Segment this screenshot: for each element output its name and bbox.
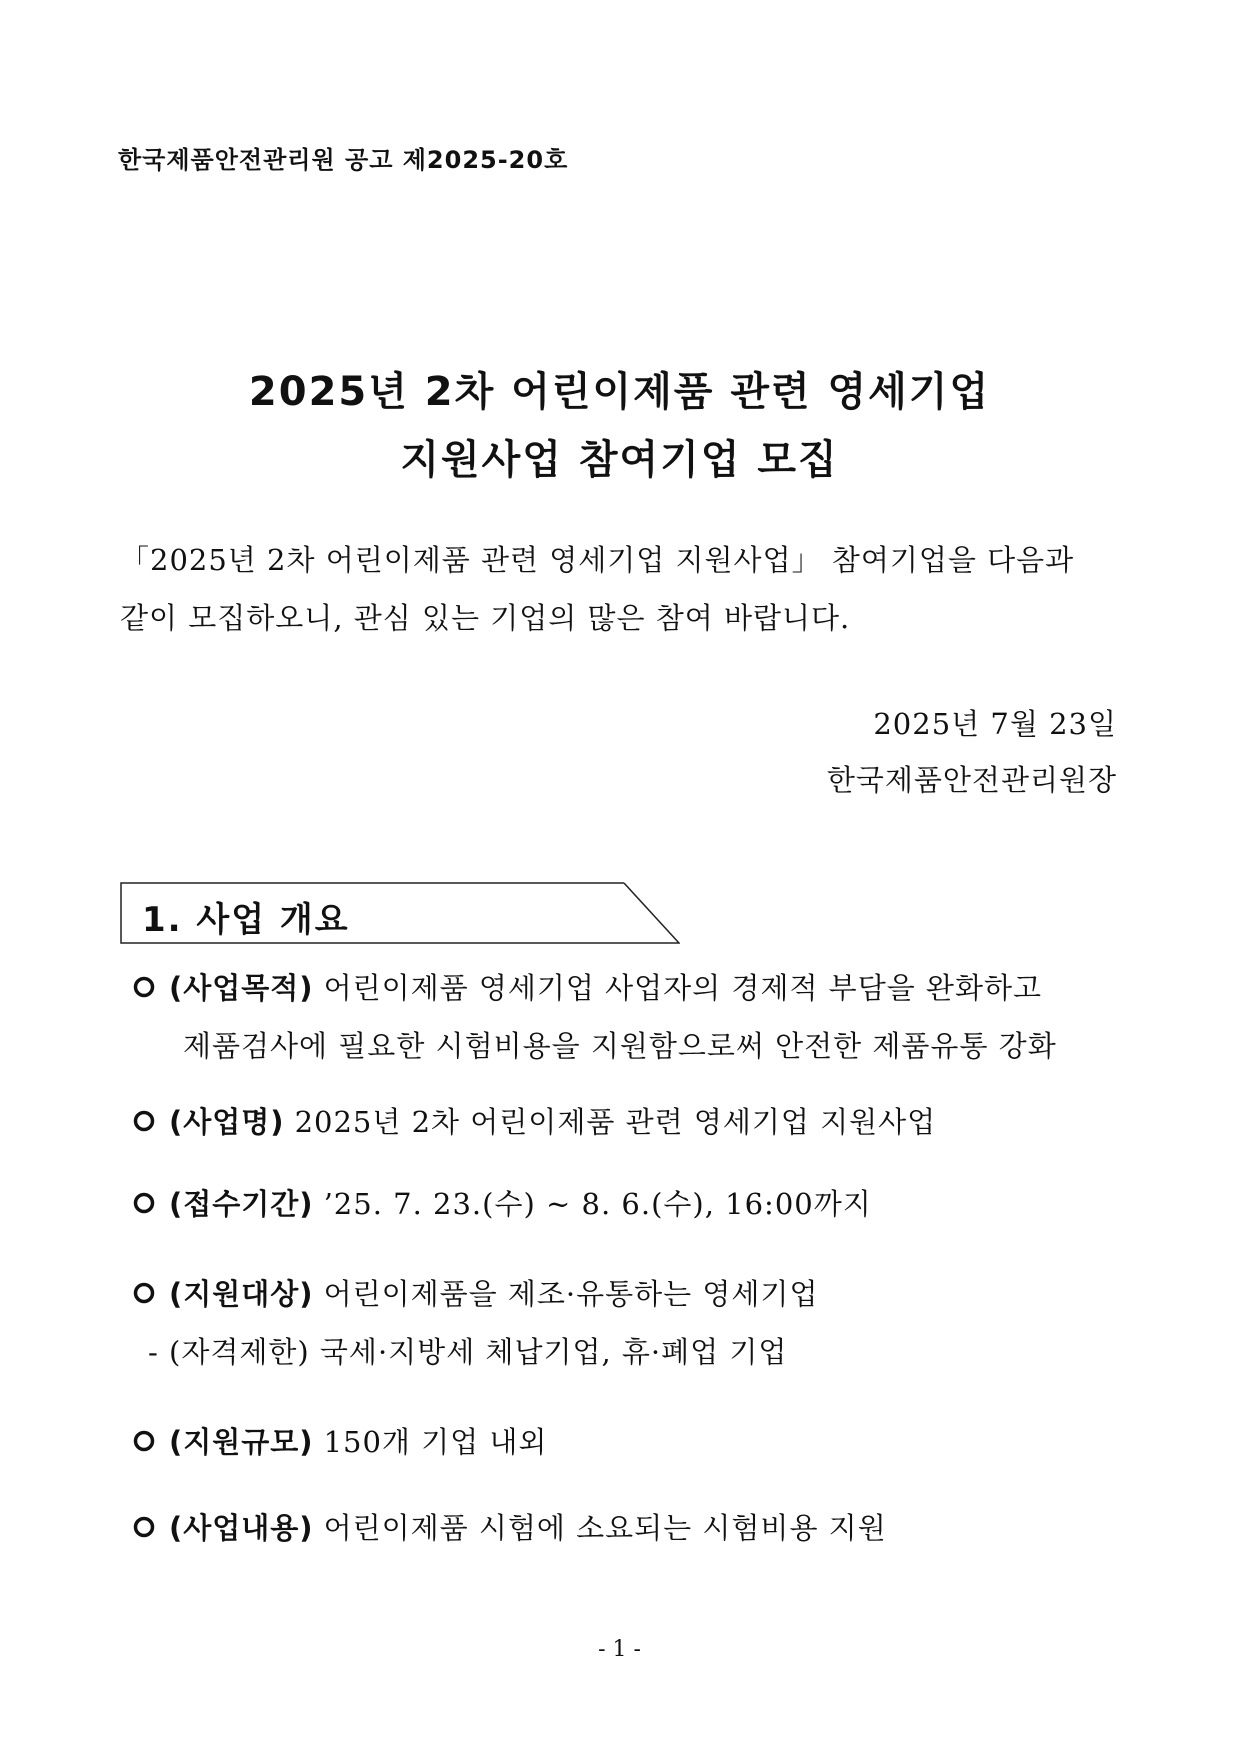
hollow-circle-icon — [133, 1110, 155, 1132]
item-text: 어린이제품 시험에 소요되는 시험비용 지원 — [323, 1511, 887, 1545]
item-sub-note: - (자격제한) 국세·지방세 체납기업, 휴·폐업 기업 — [148, 1335, 788, 1369]
list-item — [133, 1182, 872, 1223]
section-header — [120, 882, 680, 944]
intro-line1: 「2025년 2차 어린이제품 관련 영세기업 지원사업」 참여기업을 다음과 — [120, 543, 1075, 577]
list-item — [133, 1272, 818, 1313]
item-text: ’25. 7. 23.(수) ~ 8. 6.(수), 16:00까지 — [323, 1187, 872, 1221]
hollow-circle-icon — [133, 976, 155, 998]
item-continuation: 제품검사에 필요한 시험비용을 지원함으로써 안전한 제품유통 강화 — [183, 1029, 1057, 1063]
list-item — [133, 1420, 547, 1461]
list-item — [133, 966, 1042, 1007]
notice-number: 한국제품안전관리원 공고 제2025-20호 — [118, 146, 569, 174]
item-label: (사업명) — [169, 1105, 285, 1139]
document-title-line1: 2025년 2차 어린이제품 관련 영세기업 — [248, 369, 991, 415]
item-text: 어린이제품 영세기업 사업자의 경제적 부담을 완화하고 — [323, 971, 1042, 1005]
announcement-date: 2025년 7월 23일 — [873, 707, 1117, 741]
section-title: 1. 사업 개요 — [142, 900, 350, 940]
item-text: 어린이제품을 제조·유통하는 영세기업 — [323, 1277, 819, 1311]
hollow-circle-icon — [133, 1282, 155, 1304]
page-number: - 1 - — [598, 1637, 641, 1662]
intro-line2: 같이 모집하오니, 관심 있는 기업의 많은 참여 바랍니다. — [120, 601, 851, 635]
hollow-circle-icon — [133, 1516, 155, 1538]
hollow-circle-icon — [133, 1192, 155, 1214]
issuer-name: 한국제품안전관리원장 — [826, 763, 1117, 797]
item-text: 150개 기업 내외 — [323, 1425, 548, 1459]
item-label: (지원규모) — [169, 1425, 314, 1459]
item-label: (접수기간) — [169, 1187, 314, 1221]
item-label: (사업내용) — [169, 1511, 314, 1545]
document-title-line2: 지원사업 참여기업 모집 — [400, 437, 839, 483]
hollow-circle-icon — [133, 1430, 155, 1452]
item-label: (지원대상) — [169, 1277, 314, 1311]
list-item — [133, 1100, 936, 1141]
item-label: (사업목적) — [169, 971, 314, 1005]
list-item — [133, 1506, 887, 1547]
item-text: 2025년 2차 어린이제품 관련 영세기업 지원사업 — [294, 1105, 937, 1139]
